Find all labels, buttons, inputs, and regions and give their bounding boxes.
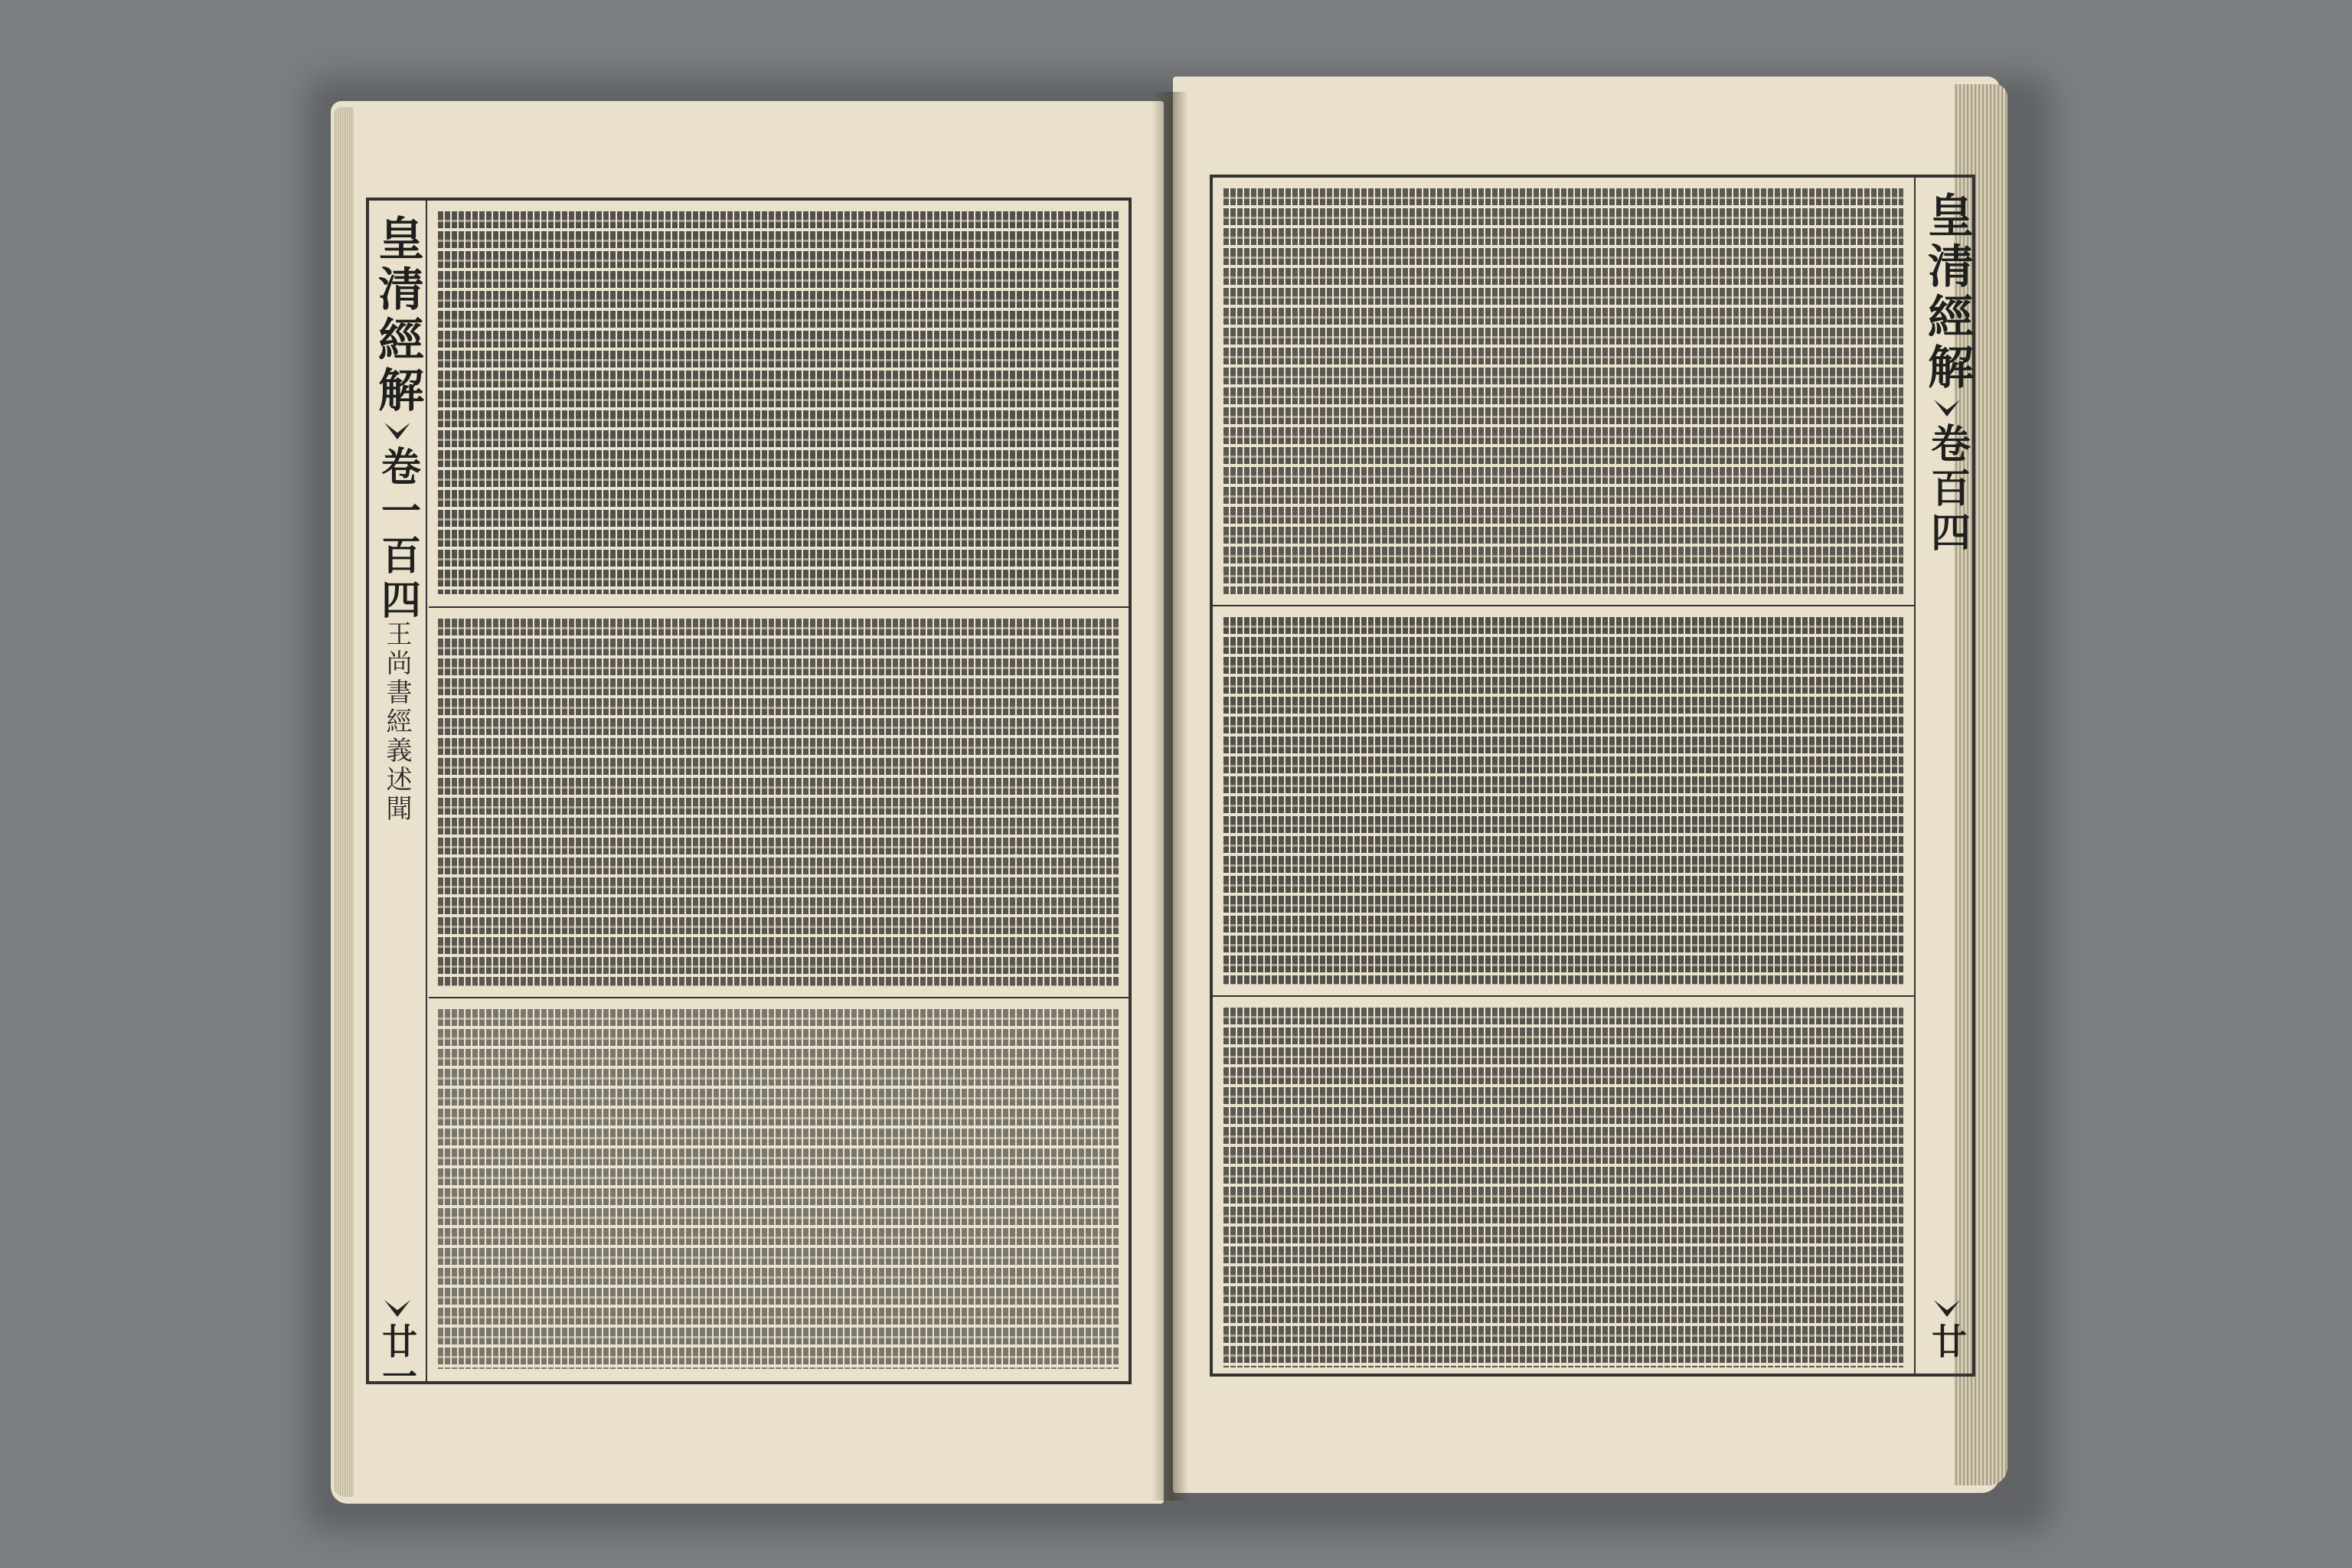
right-block-heading xyxy=(1919,191,1975,556)
book-gutter xyxy=(1152,92,1188,1501)
left-register-rule-1 xyxy=(429,606,1132,608)
left-block-heading xyxy=(369,214,426,623)
right-register-rule-2 xyxy=(1210,995,1914,997)
left-volume-label: 卷一百四 xyxy=(374,446,421,623)
right-text-register-top xyxy=(1223,188,1903,594)
right-volume-label: 卷百四 xyxy=(1923,423,1971,556)
left-page-number: 廿一 xyxy=(377,1323,418,1393)
right-register-rule-1 xyxy=(1210,605,1914,606)
right-fish-tail-mark-lower xyxy=(1934,1300,1960,1317)
right-fish-tail-mark xyxy=(1934,400,1960,416)
left-page-edges xyxy=(334,107,354,1497)
left-fish-tail-mark xyxy=(384,423,410,439)
right-text-register-bottom xyxy=(1223,1008,1903,1367)
left-page-number-block xyxy=(369,1294,426,1393)
left-text-register-bottom xyxy=(438,1009,1119,1369)
right-text-register-middle xyxy=(1223,617,1903,985)
left-fish-tail-mark-lower xyxy=(384,1300,410,1317)
right-page-number: 廿 xyxy=(1926,1323,1968,1358)
right-page-number-block xyxy=(1919,1294,1975,1358)
left-text-register-top xyxy=(438,211,1119,594)
left-block-title: 皇清經解 xyxy=(371,214,424,416)
left-text-register-middle xyxy=(438,619,1119,986)
left-author-line: 王尚書經義述聞 xyxy=(381,620,412,824)
right-block-title: 皇清經解 xyxy=(1920,191,1974,394)
left-register-rule-2 xyxy=(429,997,1132,998)
